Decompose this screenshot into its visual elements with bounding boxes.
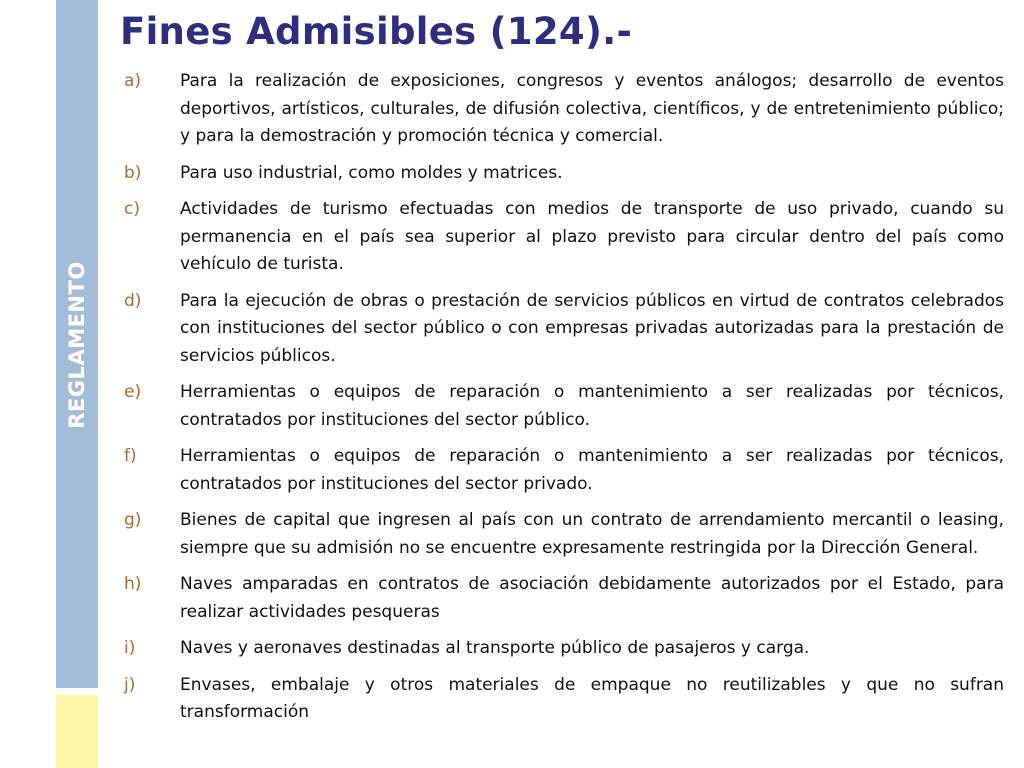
list-item-h (124, 571, 1004, 626)
list-item-text: Naves y aeronaves destinadas al transporte público de pasajeros y carga. (180, 638, 810, 658)
list-item-d (124, 288, 1004, 371)
list-marker: b) (124, 162, 142, 183)
list-item-a (124, 68, 1004, 151)
slide-title: Fines Admisibles (124).- (120, 10, 633, 53)
list-item-text: Para la realización de exposiciones, congresos y eventos análogos; desarrollo de eventos deportivos, artísticos, culturales, de difusión colectiva, científicos, y de entretenimiento público; y para la demostración y promoción técnica y comercial. (180, 71, 1004, 146)
list-item-j (124, 672, 1004, 727)
list-marker: f) (124, 446, 137, 466)
admissible-purposes-list (124, 68, 1004, 736)
list-item-text: Naves amparadas en contratos de asociación debidamente autorizados por el Estado, para realizar actividades pesqueras (180, 574, 1004, 622)
list-item-text: Para la ejecución de obras o prestación de servicios públicos en virtud de contratos celebrados con instituciones del sector público o con empresas privadas autorizadas para la prestación de servicios públicos. (180, 290, 1004, 366)
list-item-b (124, 160, 1004, 188)
list-item-text: Actividades de turismo efectuadas con medios de transporte de uso privado, cuando su permanencia en el país sea superior al plazo previsto para circular dentro del país como vehículo de turista. (180, 199, 1004, 274)
list-item-c (124, 196, 1004, 279)
list-item-e (124, 379, 1004, 434)
list-item-i (124, 635, 1004, 663)
list-item-text: Bienes de capital que ingresen al país con un contrato de arrendamiento mercantil o leasing, siempre que su admisión no se encuentre expresamente restringida por la Dirección General. (180, 510, 1004, 558)
list-item-g (124, 507, 1004, 562)
list-item-f (124, 443, 1004, 498)
sidebar-band-accent (56, 695, 98, 768)
list-marker: e) (124, 382, 142, 402)
list-marker: j) (124, 674, 136, 695)
list-marker: i) (124, 638, 136, 658)
list-marker: d) (124, 290, 142, 311)
list-marker: g) (124, 510, 142, 530)
list-marker: c) (124, 199, 140, 219)
sidebar-label: REGLAMENTO (65, 261, 89, 429)
list-item-text: Herramientas o equipos de reparación o mantenimiento a ser realizadas por técnicos, contratados por instituciones del sector privado. (180, 446, 1004, 494)
list-item-text: Envases, embalaje y otros materiales de empaque no reutilizables y que no sufran transformación (180, 674, 1004, 722)
list-marker: a) (124, 71, 142, 91)
list-item-text: Para uso industrial, como moldes y matrices. (180, 162, 563, 183)
list-marker: h) (124, 574, 142, 594)
list-item-text: Herramientas o equipos de reparación o mantenimiento a ser realizadas por técnicos, contratados por instituciones del sector público. (180, 382, 1004, 430)
